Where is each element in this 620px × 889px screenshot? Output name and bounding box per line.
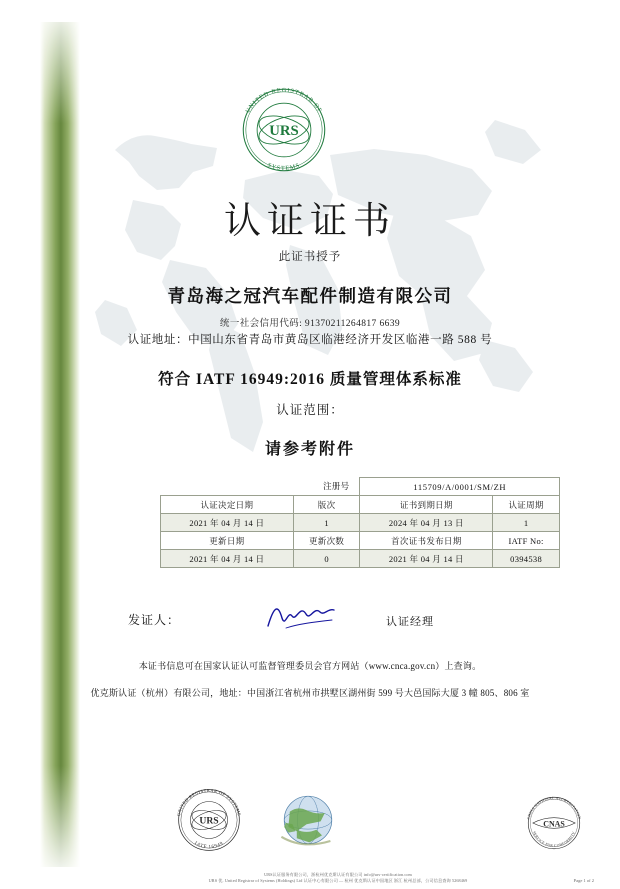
th-update-date: 更新日期: [161, 532, 294, 550]
credit-code: 统一社会信用代码: 91370211264817 6639: [219, 319, 401, 329]
reg-no-label: 注册号: [323, 481, 350, 492]
th-first-issue-date: 首次证书发布日期: [360, 532, 493, 550]
reg-no-value: 115709/A/0001/SM/ZH: [360, 478, 560, 496]
scope-value: 请参考附件: [264, 441, 355, 458]
page-title: 认证证书: [224, 201, 396, 242]
td-update-count: 0: [293, 550, 360, 568]
awarded-to-label: 此证书授予: [278, 251, 342, 263]
th-edition: 版次: [293, 496, 360, 514]
th-decision-date: 认证决定日期: [161, 496, 294, 514]
certified-address: 认证地址：中国山东省青岛市黄岛区临港经济开发区临港一路 588 号: [127, 334, 493, 346]
footnote-company-address: 优克斯认证（杭州）有限公司，地址：中国浙江省杭州市拱墅区湖州街 599 号大邑国际大厦 3 幢 805、806 室: [90, 688, 530, 698]
th-expiry-date: 证书到期日期: [360, 496, 493, 514]
td-update-date: 2021 年 04 月 14 日: [161, 550, 294, 568]
table-header-row-1: [161, 496, 560, 514]
th-cycle: 认证周期: [493, 496, 560, 514]
td-decision-date: 2021 年 04 月 14 日: [161, 514, 294, 532]
issuer-label: 发证人：: [128, 613, 181, 627]
footer-line-2: URS 优. United Registrar of Systems (Holdings) Ltd 认证中心有限公司 — 杭州 优克斯认证中国地区 浙江 杭州总部，公司信息查询 5268469: [208, 878, 468, 884]
footer-line-1: URS认证服务有限公司，浙杭州优克斯认证有限公司 info@urs-certification.com: [264, 872, 412, 877]
urs-logo: [232, 78, 336, 182]
svg-text:URS: URS: [199, 815, 219, 827]
handwritten-signature: [262, 596, 342, 636]
company-name: 青岛海之冠汽车配件制造有限公司: [167, 286, 453, 306]
svg-text:IATF 16949: IATF 16949: [193, 841, 225, 851]
svg-text:SYSTEMS: SYSTEMS: [266, 162, 302, 172]
cnas-seal: [520, 790, 588, 856]
th-iatf-no: IATF No:: [493, 532, 560, 550]
urs-iatf-seal: [172, 783, 246, 857]
svg-text:CHINA NATIONAL ACCREDITATION: CHINA NATIONAL ACCREDITATION: [526, 796, 582, 820]
globe-seal: [272, 785, 344, 855]
table-row-regno: [161, 478, 560, 496]
td-cycle: 1: [493, 514, 560, 532]
td-edition: 1: [293, 514, 360, 532]
td-iatf-no: 0394538: [493, 550, 560, 568]
scope-label: 认证范围：: [276, 403, 344, 417]
footer-fine-print: [208, 872, 468, 885]
standard-line: 符合 IATF 16949:2016 质量管理体系标准: [158, 371, 462, 388]
table-row: [161, 514, 560, 532]
table-header-row-2: [161, 532, 560, 550]
certificate-details-table: [160, 477, 560, 568]
td-expiry-date: 2024 年 04 月 13 日: [360, 514, 493, 532]
footnote-cnca: 本证书信息可在国家认证认可监督管理委员会官方网站（www.cnca.gov.cn）上查询。: [138, 661, 482, 671]
svg-text:URS: URS: [269, 123, 299, 140]
certification-manager-label: 认证经理: [386, 616, 434, 628]
th-update-count: 更新次数: [293, 532, 360, 550]
table-row: [161, 550, 560, 568]
td-first-issue-date: 2021 年 04 月 14 日: [360, 550, 493, 568]
svg-text:CNAS: CNAS: [543, 819, 565, 829]
svg-text:UNITED REGISTRAR OF SYSTEMS: UNITED REGISTRAR OF SYSTEMS: [175, 787, 243, 817]
page-number: Page 1 of 2: [573, 878, 594, 883]
svg-text:UNITED REGISTRAR OF: UNITED REGISTRAR OF: [245, 87, 323, 115]
svg-text:SERVICE FOR CONFORMITY: SERVICE FOR CONFORMITY: [531, 830, 577, 848]
